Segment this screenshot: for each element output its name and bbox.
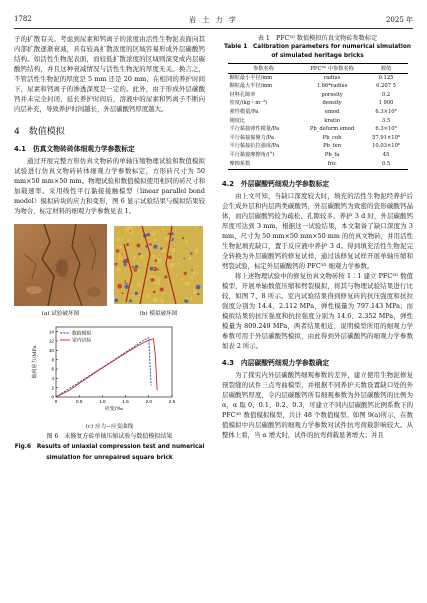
table-cell: emod [324, 108, 340, 115]
table-cell: 10.03×10⁶ [372, 143, 400, 150]
paragraph-4-3: 为了探究内外层碳酸钙细观参数的差异，建立使用生物泥修复预裂缝的试件三点弯曲模型，并根据不同养护天数设置缺口处的外层碳酸钙厚度，令内层碳酸钙所有细观参数为外层碳酸钙的比例为 α，α 取 0、0.1、0.2、0.3，可建立不同内层碳酸钙比例系数下的 PFC³ᴰ 数值模拟模型，共计 48 个数值模型。如图 9(a)所示，在数值模拟中内层碳酸钙的细观力学参数对试件抗弯荷载影响较大。从整体上看，当 α 增大时，试件的抗弯荷载显著增大；并且 [222, 370, 413, 439]
table-cell: 3.5 [381, 117, 391, 124]
table-cell: 45 [382, 151, 390, 158]
page-number: 1782 [14, 15, 32, 23]
table-cell: 平行黏接摩擦角/(°) [229, 151, 275, 158]
x-tick-label: 0 [54, 399, 58, 404]
table-header-cell: 参数名称 [228, 64, 300, 74]
plot-frame [56, 327, 172, 397]
figure-6-caption-en-1: Fig.6 Results of uniaxial compression test and numerical [14, 444, 205, 450]
table-row [228, 151, 408, 160]
journal-year: 2025 年 [385, 16, 413, 24]
left-column [14, 34, 205, 463]
table-1-caption-en-2: of simulated heritage bricks [271, 53, 364, 59]
header-rule [14, 28, 413, 29]
table-row [228, 100, 408, 109]
table-row [228, 117, 408, 126]
table-cell: 颗粒最大半径/mm [229, 83, 273, 90]
figure-6a [14, 224, 107, 317]
table-cell: kratio [324, 117, 340, 124]
legend-label: 数值模拟 [72, 331, 92, 337]
table-row [228, 134, 408, 143]
stress-strain-chart [28, 323, 178, 415]
table-cell: 摩擦系数 [228, 160, 300, 169]
table-cell: 57.91×10⁶ [372, 134, 400, 141]
table-row [228, 83, 408, 92]
table-cell: Pb_coh [322, 134, 342, 141]
figure-6a-caption: (a) 试验破坏图 [41, 311, 80, 317]
figure-6c-chart [28, 323, 205, 419]
x-tick-label: 1.0 [99, 399, 106, 404]
y-tick-label: 8 [51, 357, 54, 363]
x-axis-label: 应变/‰ [104, 406, 124, 412]
table-cell: 1.66*radius [316, 83, 348, 90]
table-cell: Pb_deform emod [309, 126, 355, 133]
table-cell: 6.3×10⁸ [375, 126, 397, 133]
figure-6-photos [14, 224, 205, 317]
legend-label: 室内试验 [72, 338, 92, 344]
right-column [222, 34, 413, 440]
y-tick-label: 2 [51, 385, 54, 391]
brick-photo-image [14, 224, 107, 306]
table-cell: 0.125 [378, 74, 394, 81]
y-tick-label: 10 [48, 347, 54, 353]
table-row [228, 108, 408, 117]
section-4-2-heading: 4.2 外层碳酸钙细观力学参数标定 [222, 179, 330, 188]
table-row [228, 160, 408, 169]
table-cell: 颗粒最小半径/mm [229, 74, 273, 81]
figure-6b [112, 224, 205, 317]
simulation-particle-image [112, 224, 205, 306]
x-tick-label: 0.5 [76, 399, 83, 404]
figure-6-caption-cn: 图 6 未修复方砖单轴压缩试验与数值模拟结果 [46, 433, 173, 440]
x-tick-label: 2.0 [145, 399, 152, 404]
table-row [228, 143, 408, 152]
table-cell: 平行黏接弹性模量/Pa [229, 126, 280, 133]
table-1-caption-cn: 表 1 PFC³ᴰ 数值模拟仿真文物砖参数标定 [257, 35, 378, 42]
simulation-failure-image [112, 224, 205, 306]
table-header-cell: PFC³ᴰ 中参数名称 [300, 64, 365, 74]
y-tick-label: 0 [51, 394, 54, 400]
section-4-3-heading: 4.3 内层碳酸钙细观力学参数确定 [222, 358, 330, 367]
paragraph-4-2: 由上文可知，当缺口深度较大时，填充的活性生物泥经养护后会生成外层和内层两类碳酸钙，外层碳酸钙为致密的瓷形碳酸钙晶体，而内层碳酸钙较为疏松、孔隙较多。养护 3 d 时，外层碳酸钙厚度可达到 3 mm，根据这一试验结果，本文制备了缺口深度为 3 mm、尺寸为 50 mm×50 mm×50 mm 的仿真文物砖，并用活性生物泥填充缺口，置于反应液中养护 3 d。得到填充活性生物泥完全转换为外层碳酸钙的修复试样，通过该修复试样开展单轴压缩和劈裂试验，标定外层碳酸钙的 PFC³ᴰ 细观力学参数。 [222, 191, 413, 270]
table-cell: 材料孔隙率 [229, 91, 256, 98]
table-cell: Pb_fa [324, 151, 340, 158]
y-tick-label: 12 [48, 338, 54, 344]
table-1-caption-en-1: Table 1 Calibration parameters for numerical simulation [224, 44, 411, 50]
table-header-row [228, 64, 408, 74]
table-cell: 弹性模量/Pa [229, 108, 259, 115]
figure-6-caption-en-2: simulation for unrepaired square brick [46, 455, 173, 461]
x-tick-label: 1.5 [122, 399, 129, 404]
y-tick-label: 4 [51, 375, 54, 381]
table-cell: 密度/(kg・m⁻³) [229, 100, 268, 107]
table-cell: radius [323, 74, 341, 81]
paragraph-continued: 子的扩散有关。考虑到尿素和钙离子的浓度由活性生物泥表面向其内部扩散逐渐衰减，具有较高扩散浓度的区域容易形成外层碳酸钙结构。如活性生物泥表面，而较低扩散浓度的区域则演变成内层碳酸钙结构，并且这种衰减情况与活性生物泥的厚度无关。换言之，不管活性生物泥的厚度是 5 mm 还是 20 mm，在相同的养护时间下，尿素和钙离子的渗透深度是一定的。此外，由于形成外层碳酸钙并未完全封闭，延长养护时间后，溶液中的尿素和钙离子不断向内层补充，导致养护时间越长，外层碳酸钙厚度越大。 [14, 35, 205, 113]
table-cell: 0.2 [381, 91, 391, 98]
table-cell: 刚度比 [229, 117, 246, 124]
table-cell: 0.5 [365, 160, 408, 169]
table-row [228, 126, 408, 135]
journal-name: 岩 土 力 学 [189, 16, 238, 24]
table-row [228, 91, 408, 100]
figure-6c-caption: (c) 应力−应变曲线 [85, 424, 134, 430]
table-cell: 0.207 5 [376, 83, 396, 90]
table-cell: density [322, 100, 342, 107]
table-cell: porosity [321, 91, 343, 98]
table-cell: 平行黏接黏聚力/Pa [229, 134, 274, 141]
figure-6b-caption: (b) 模拟破坏图 [139, 311, 178, 317]
section-4-heading: 4 数值模拟 [14, 127, 65, 137]
test-failure-photo [14, 224, 107, 306]
y-tick-label: 14 [48, 329, 54, 335]
table-row [228, 74, 408, 83]
table-cell: 平行黏接抗拉强度/Pa [229, 143, 280, 150]
paragraph-4-2b: 将上述物理试验中的修复仿真文物砖按 1∶1 建立 PFC³ᴰ 数值模型，开展单轴数值压缩和劈裂模拟，将其与物理试验结果进行比较，如图 7、8 所示。室内试验结果得到修复砖的抗压强度和抗拉强度分别为 14.4、2.112 MPa，弹性模量为 797.143 MPa；而模拟结果的抗压强度和抗拉强度分别为 14.6、2.352 MPa，弹性模量为 809.249 MPa，两者结果相近，说明模型所用的细观力学参数可用于外层碳酸钙模拟，由此得到外层碳酸钙的细观力学参数如表 2 所示。 [222, 271, 413, 350]
table-body [228, 74, 408, 170]
table-1 [228, 63, 408, 170]
paragraph-4-1: 通过开展完整方形仿真文物砖的单轴压缩物理试验和数值模拟试验进行仿真文物砖砖体细观力学参数标定，方形砖尺寸为 50 mm×50 mm×50 mm。物理试验和数值模拟使用相同的砖尺寸和加载速率。采用线性平行黏接接触模型（linear parallel bond model）模拟砖块的应力和变形，图 6 显示试验结果与模拟结果较为吻合，标定材料的细观力学参数见表 1。 [14, 157, 205, 215]
table-header-cell: 数值 [365, 64, 408, 74]
table-cell: fric [300, 160, 365, 169]
table-cell: 6.3×10⁸ [375, 108, 397, 115]
series-line-2 [56, 339, 157, 397]
table-cell: 1 900 [378, 100, 394, 107]
section-4-1-heading: 4.1 仿真文物砖砖体细观力学参数标定 [14, 145, 135, 153]
table-cell: Pb_ten [323, 143, 342, 150]
x-tick-label: 2.5 [168, 399, 176, 404]
running-header [14, 15, 413, 29]
y-axis-label: 轴向应力/MPa [32, 345, 38, 379]
y-tick-label: 6 [51, 366, 54, 372]
